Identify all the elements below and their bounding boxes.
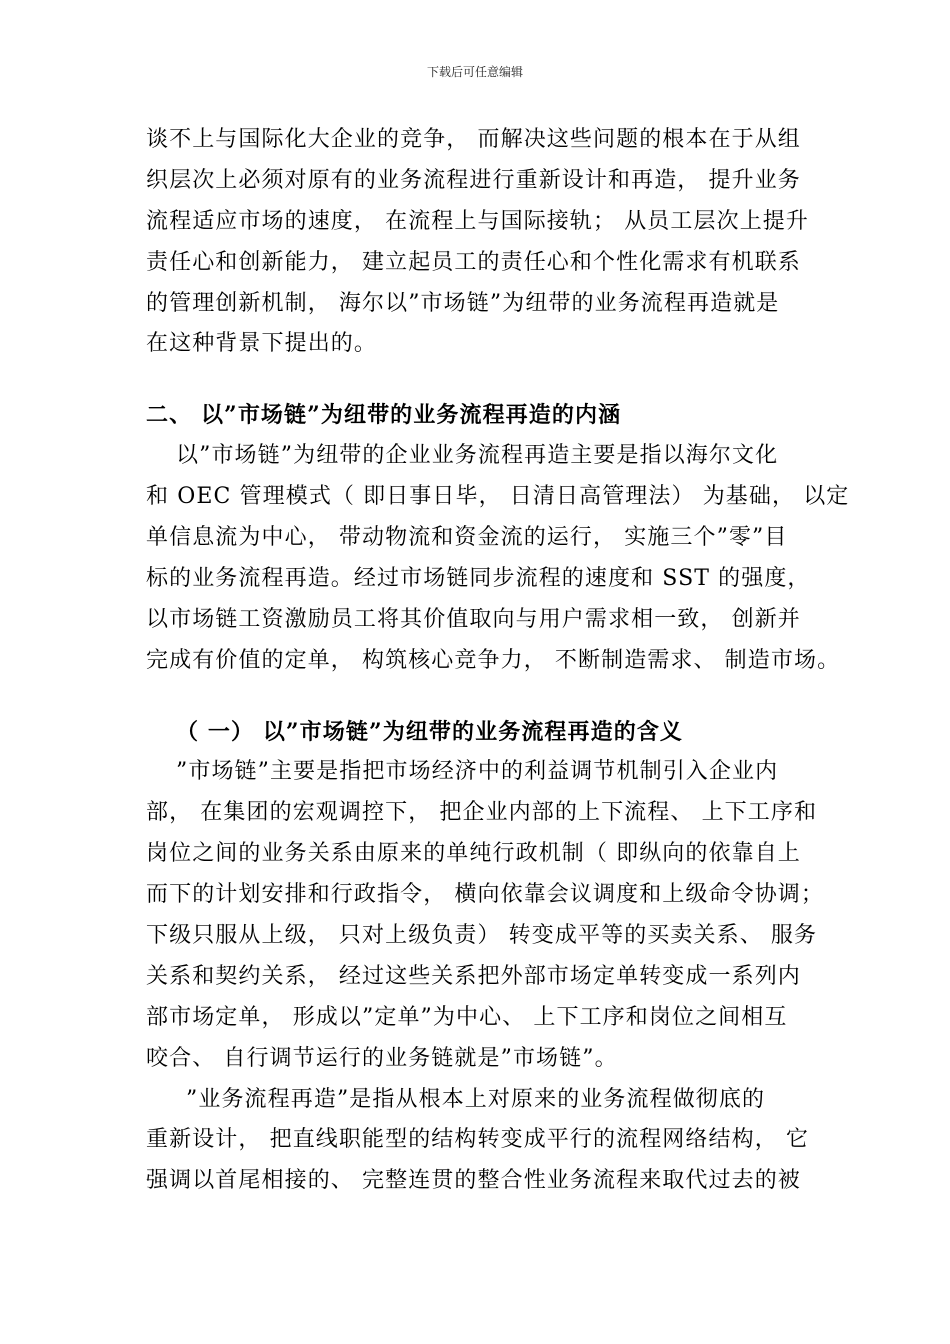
section-heading: 二、 以”市场链”为纽带的业务流程再造的内涵 xyxy=(146,402,622,429)
text-line: 标的业务流程再造。经过市场链同步流程的速度和 SST 的强度， xyxy=(146,565,811,591)
subsection-1 xyxy=(146,712,824,1203)
text-line: 单信息流为中心， 带动物流和资金流的运行， 实施三个”零”目 xyxy=(146,525,788,551)
section-2 xyxy=(146,395,850,681)
text-line: 咬合、 自行调节运行的业务链就是”市场链”。 xyxy=(146,1045,618,1071)
text-line: 完成有价值的定单， 构筑核心竞争力， 不断制造需求、 制造市场。 xyxy=(146,647,841,673)
text-line: 强调以首尾相接的、 完整连贯的整合性业务流程来取代过去的被 xyxy=(146,1168,801,1194)
text-line: 而下的计划安排和行政指令， 横向依靠会议调度和上级命令协调； xyxy=(146,882,824,908)
subsection-heading: （ 一） 以”市场链”为纽带的业务流程再造的含义 xyxy=(176,718,684,745)
text-line: 重新设计， 把直线职能型的结构转变成平行的流程网络结构， 它 xyxy=(146,1127,809,1153)
text-line: 岗位之间的业务关系由原来的单纯行政机制（ 即纵向的依靠自上 xyxy=(146,841,801,867)
text-line: ”市场链”主要是指把市场经济中的利益调节机制引入企业内 xyxy=(176,759,779,785)
text-line: ”业务流程再造”是指从根本上对原来的业务流程做彻底的 xyxy=(186,1086,766,1112)
text-line: 责任心和创新能力， 建立起员工的责任心和个性化需求有机联系 xyxy=(146,249,801,275)
paragraph-spacer xyxy=(146,365,810,395)
text-line: 织层次上必须对原有的业务流程进行重新设计和再造， 提升业务 xyxy=(146,167,801,193)
text-line: 部， 在集团的宏观调控下， 把企业内部的上下流程、 上下工序和 xyxy=(146,800,818,826)
document-body xyxy=(146,120,850,1202)
text-line: 和 OEC 管理模式（ 即日事日毕， 日清日高管理法） 为基础， 以定 xyxy=(146,484,850,510)
paragraph-1 xyxy=(146,120,810,365)
text-line: 关系和契约关系， 经过这些关系把外部市场定单转变成一系列内 xyxy=(146,963,801,989)
page-header-note: 下载后可任意编辑 xyxy=(426,65,523,79)
text-line: 在这种背景下提出的。 xyxy=(146,331,378,357)
text-line: 以市场链工资激励员工将其价值取向与用户需求相一致， 创新并 xyxy=(146,606,801,632)
text-line: 部市场定单， 形成以”定单”为中心、 上下工序和岗位之间相互 xyxy=(146,1004,788,1030)
text-line: 的管理创新机制， 海尔以”市场链”为纽带的业务流程再造就是 xyxy=(146,290,780,316)
text-line: 谈不上与国际化大企业的竞争， 而解决这些问题的根本在于从组 xyxy=(146,127,801,152)
text-line: 下级只服从上级， 只对上级负责） 转变成平等的买卖关系、 服务 xyxy=(146,923,818,949)
paragraph-spacer xyxy=(146,682,810,712)
text-line: 流程适应市场的速度， 在流程上与国际接轨； 从员工层次上提升 xyxy=(146,208,809,234)
text-line: 以”市场链”为纽带的企业业务流程再造主要是指以海尔文化 xyxy=(176,443,779,469)
